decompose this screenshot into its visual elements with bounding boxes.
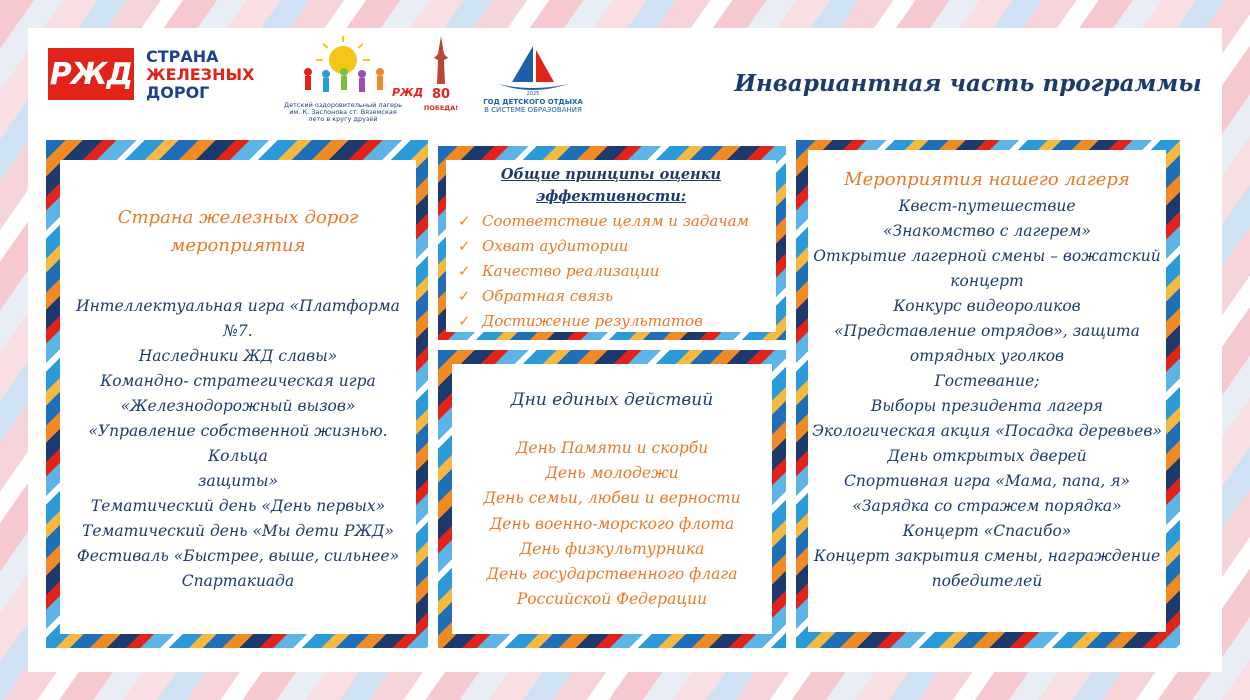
checklist-item-label: Достижение результатов <box>482 312 703 330</box>
list-item: Конкурс видеороликов <box>893 297 1081 315</box>
brand-line: ЖЕЛЕЗНЫХ <box>146 65 255 84</box>
list-item: День физкультурника <box>519 539 705 558</box>
checkmark-icon: ✓ <box>458 212 471 230</box>
panel-evaluation-principles-content <box>446 160 776 332</box>
checklist-item <box>452 259 770 284</box>
principles-checklist <box>452 209 770 334</box>
list-item: Выборы президента лагеря <box>870 397 1104 415</box>
panel-unified-action-days-content <box>452 364 772 634</box>
brand-text <box>146 48 254 102</box>
year-of-children-rest-logo <box>478 42 588 122</box>
camp-caption <box>268 102 418 123</box>
camp-logo-mark: РЖД <box>392 86 424 99</box>
brand-line: СТРАНА <box>146 47 219 66</box>
list-item: Спартакиада <box>181 572 295 590</box>
checkmark-icon: ✓ <box>458 312 471 330</box>
checkmark-icon: ✓ <box>458 262 471 280</box>
list-item: защиты» <box>198 472 278 490</box>
victory-number: 80 <box>431 87 451 102</box>
panel-railway-events-content <box>60 160 416 634</box>
checklist-item <box>452 209 770 234</box>
year-logo-line: ГОД ДЕТСКОГО ОТДЫХА <box>483 98 583 106</box>
panel-heading: Общие принципы оценки <box>500 166 722 183</box>
checklist-item-label: Охват аудитории <box>482 237 629 255</box>
checklist-item <box>452 234 770 259</box>
checklist-item <box>452 309 770 334</box>
list-item: День военно-морского флота <box>489 514 735 533</box>
list-item: Открытие лагерной смены – вожатский <box>813 247 1161 265</box>
victory-monument-logo <box>424 34 458 120</box>
list-item: День молодежи <box>545 464 679 483</box>
list-item: «Управление собственной жизнью. Кольца <box>88 422 388 465</box>
camp-caption-line: Детский оздоровительный лагерь <box>284 101 402 109</box>
list-item: Наследники ЖД славы» <box>138 347 338 365</box>
list-item: Командно- стратегическая игра <box>100 372 376 390</box>
panel-evaluation-principles <box>438 146 786 340</box>
list-item: Концерт закрытия смены, награждение <box>813 547 1161 565</box>
list-item: «Знакомство с лагерем» <box>883 222 1091 240</box>
list-item: Интеллектуальная игра «Платформа №7. <box>76 297 400 340</box>
year-logo-year: 2025 <box>526 91 540 97</box>
list-item: «Представление отрядов», защита <box>834 322 1140 340</box>
list-item: Экологическая акция «Посадка деревьев» <box>812 422 1162 440</box>
list-item: «Зарядка со стражем порядка» <box>852 497 1122 515</box>
camp-caption-line: лето в кругу друзей <box>308 115 378 123</box>
checklist-item-label: Соответствие целям и задачам <box>482 212 749 230</box>
list-item: Российской Федерации <box>516 590 708 609</box>
checklist-item <box>452 284 770 309</box>
year-logo-caption <box>478 98 588 114</box>
list-item: Фестиваль «Быстрее, выше, сильнее» <box>76 547 400 565</box>
checkmark-icon: ✓ <box>458 287 471 305</box>
page-title: Инвариантная часть программы <box>734 70 1202 97</box>
list-item: Гостевание; <box>934 372 1040 390</box>
victory-label: ПОБЕДА! <box>423 104 459 112</box>
panel-heading: мероприятия <box>170 235 306 256</box>
panel-unified-action-days <box>438 350 786 648</box>
list-item: отрядных уголков <box>909 347 1065 365</box>
panel-camp-events-content <box>808 150 1166 632</box>
camp-logo <box>268 32 424 124</box>
list-item: День открытых дверей <box>887 447 1087 465</box>
sun-children-icon <box>268 32 424 102</box>
checklist-item-label: Качество реализации <box>482 262 660 280</box>
list-item: День государственного флага <box>486 565 738 584</box>
list-item: Тематический день «День первых» <box>90 497 386 515</box>
panel-heading: Дни единых действий <box>510 390 714 410</box>
list-item: День семьи, любви и верности <box>483 489 741 508</box>
panel-railway-events <box>46 140 428 648</box>
panel-heading: эффективности: <box>535 188 687 205</box>
brand-line: ДОРОГ <box>146 83 210 102</box>
list-item: Тематический день «Мы дети РЖД» <box>82 522 394 540</box>
checklist-item-label: Обратная связь <box>482 287 614 305</box>
list-item: концерт <box>950 272 1024 290</box>
list-item: победителей <box>931 572 1043 590</box>
list-item: Спортивная игра «Мама, папа, я» <box>844 472 1130 490</box>
camp-caption-line: им. К. Заслонова ст. Вяземская <box>289 108 397 116</box>
slide <box>28 28 1222 672</box>
list-item: Квест-путешествие <box>898 197 1076 215</box>
panel-heading: Мероприятия нашего лагеря <box>844 169 1130 190</box>
monument-icon <box>424 34 458 120</box>
list-item: «Железнодорожный вызов» <box>120 397 356 415</box>
year-logo-line: В СИСТЕМЕ ОБРАЗОВАНИЯ <box>484 106 582 114</box>
panel-heading: Страна железных дорог <box>117 207 359 228</box>
sailboat-icon <box>478 42 588 96</box>
rzd-logo: РЖД <box>48 48 134 100</box>
checkmark-icon: ✓ <box>458 237 471 255</box>
list-item: Концерт «Спасибо» <box>902 522 1072 540</box>
panel-camp-events <box>796 140 1180 648</box>
list-item: День Памяти и скорби <box>515 439 709 457</box>
